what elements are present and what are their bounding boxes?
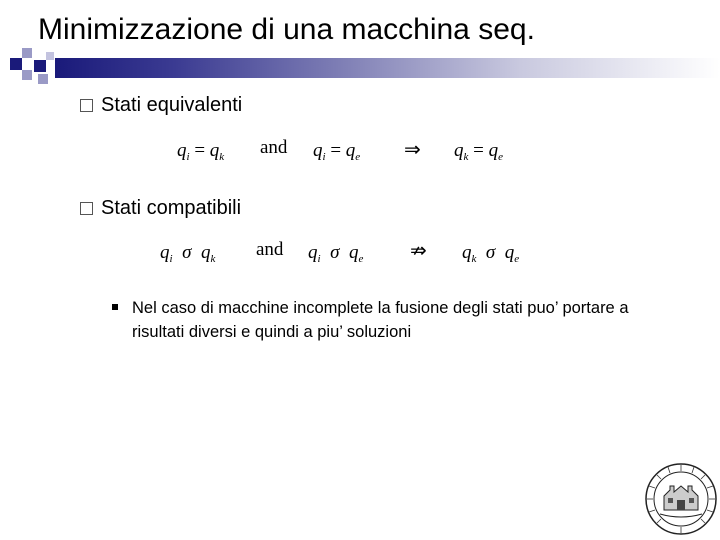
formula-term-qi-sigma-qk: $q_i$ σ $q_k$ [160, 242, 216, 265]
formula-term-qi-sigma-qe: $q_i$ σ $q_e$ [308, 242, 364, 265]
bullet-label: Stati compatibili [101, 197, 242, 219]
not-implies-arrow-icon: ⇏ [410, 238, 427, 262]
formula-term-qi-eq-qk: $q_i = q_k$ [177, 140, 225, 163]
formula-and: and [260, 137, 288, 158]
formula-term-qi-eq-qe: $q_i = q_e$ [313, 140, 361, 163]
decorative-squares [0, 48, 60, 88]
checkbox-icon [80, 99, 93, 112]
bullet-label: Stati equivalenti [101, 94, 243, 116]
title-gradient-bar [55, 58, 720, 78]
formula-term-qk-sigma-qe: $q_k$ σ $q_e$ [462, 242, 520, 265]
subbullet-note [112, 296, 672, 344]
university-seal-icon [644, 462, 718, 536]
bullet-stati-compatibili [80, 197, 241, 220]
bullet-stati-equivalenti [80, 94, 242, 117]
checkbox-icon [80, 202, 93, 215]
slide-title: Minimizzazione di una macchina seq. [38, 13, 535, 46]
implies-arrow-icon: ⇒ [404, 137, 421, 161]
formula-term-qk-eq-qe: $q_k = q_e$ [454, 140, 503, 163]
subbullet-text: Nel caso di macchine incomplete la fusione degli stati puo’ portare a risultati diversi e quindi a piu’ soluzioni [132, 299, 629, 341]
formula-and: and [256, 239, 284, 260]
square-bullet-icon [112, 304, 118, 310]
